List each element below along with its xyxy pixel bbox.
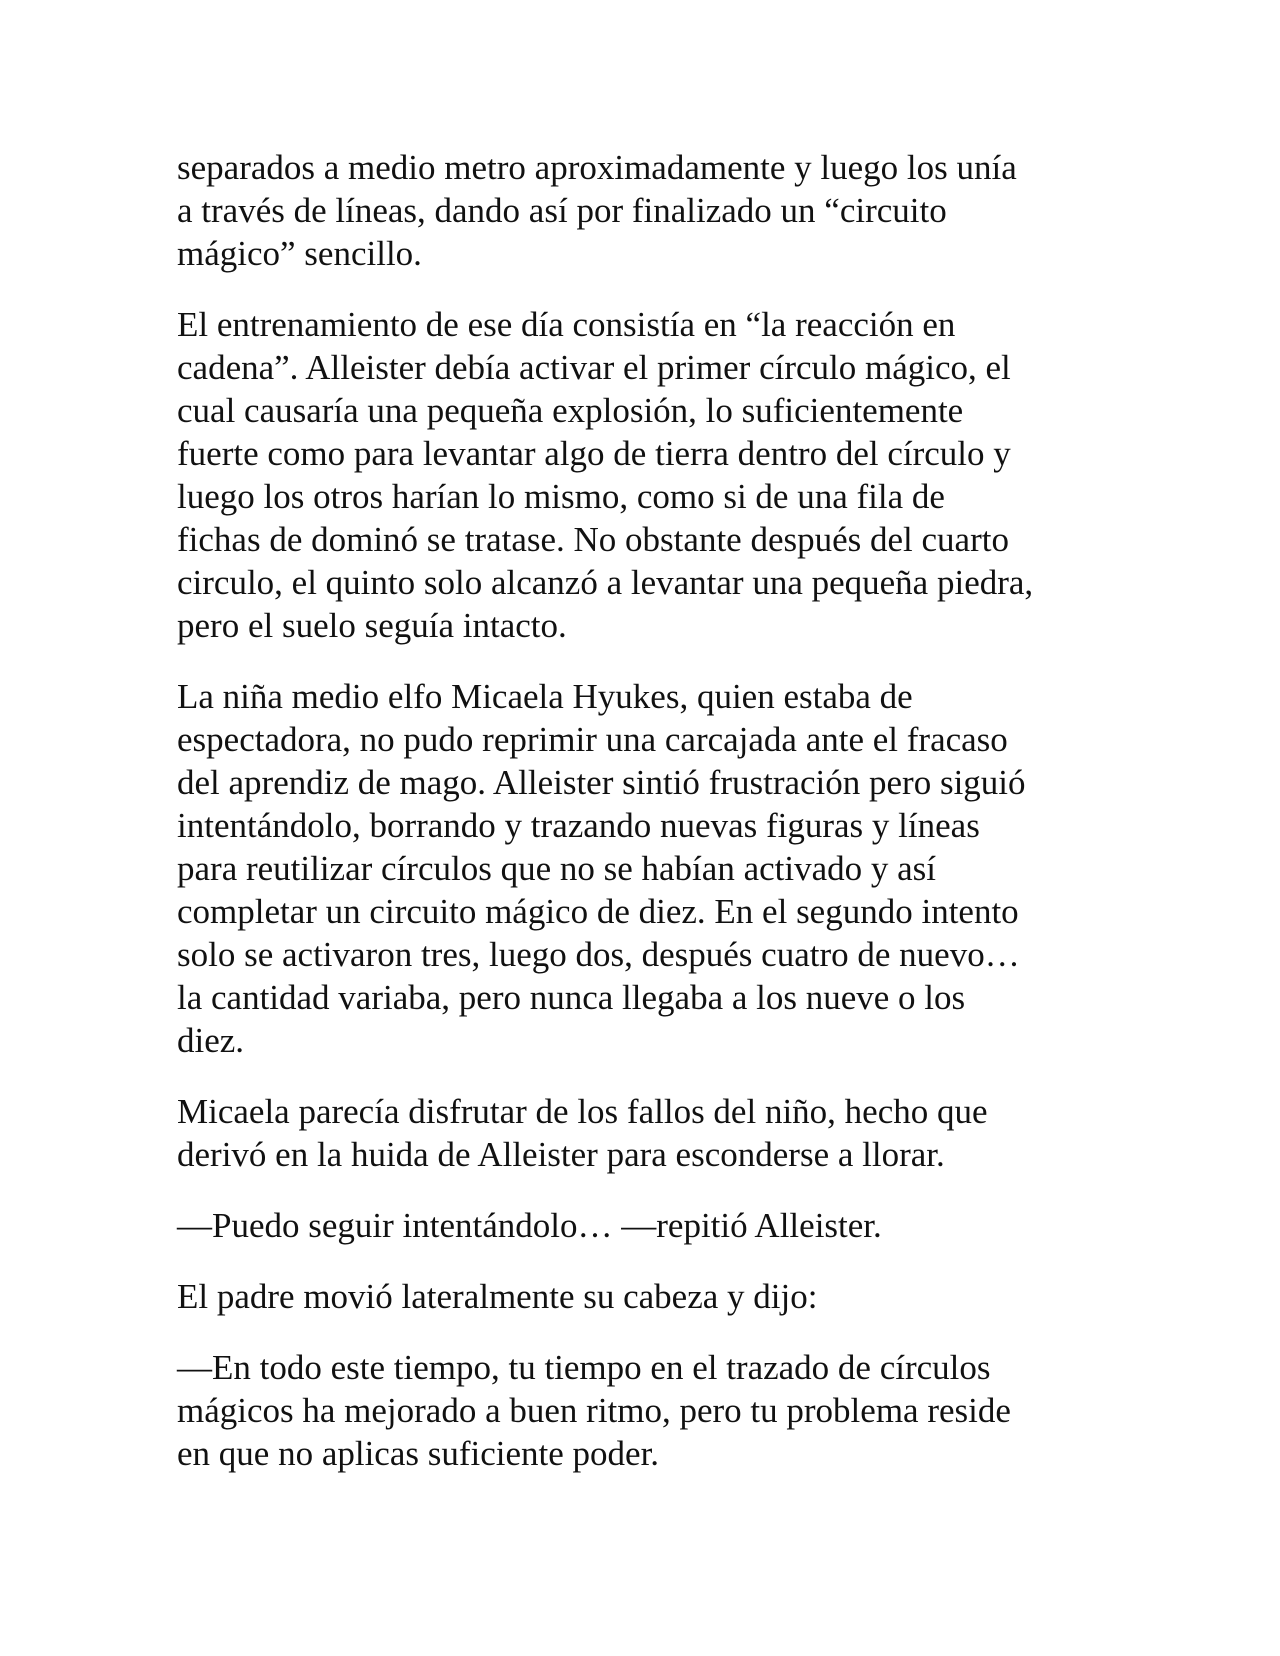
paragraph (177, 1090, 1117, 1176)
paragraph (177, 675, 1117, 1062)
body-text (177, 146, 1117, 1503)
paragraph (177, 1346, 1117, 1475)
paragraph (177, 146, 1117, 275)
text-line: en que no aplicas suficiente poder. (177, 1434, 660, 1473)
text-line: diez. (177, 1021, 245, 1060)
text-line: cadena”. Alleister debía activar el primer círculo mágico, el (177, 348, 1011, 387)
text-line: cual causaría una pequeña explosión, lo suficientemente (177, 391, 964, 430)
text-line: a través de líneas, dando así por finalizado un “circuito (177, 191, 947, 230)
text-line: —Puedo seguir intentándolo… —repitió Alleister. (177, 1206, 882, 1245)
text-line: —En todo este tiempo, tu tiempo en el trazado de círculos (177, 1348, 991, 1387)
text-line: completar un circuito mágico de diez. En el segundo intento (177, 892, 1019, 931)
text-line: separados a medio metro aproximadamente y luego los unía (177, 148, 1017, 187)
text-line: la cantidad variaba, pero nunca llegaba a los nueve o los (177, 978, 966, 1017)
text-line: espectadora, no pudo reprimir una carcajada ante el fracaso (177, 720, 1008, 759)
paragraph (177, 1275, 1117, 1318)
text-line: mágicos ha mejorado a buen ritmo, pero tu problema reside (177, 1391, 1011, 1430)
text-line: fuerte como para levantar algo de tierra dentro del círculo y (177, 434, 1011, 473)
paragraph (177, 303, 1117, 647)
text-line: luego los otros harían lo mismo, como si de una fila de (177, 477, 945, 516)
text-line: pero el suelo seguía intacto. (177, 606, 567, 645)
text-line: solo se activaron tres, luego dos, después cuatro de nuevo… (177, 935, 1020, 974)
text-line: circulo, el quinto solo alcanzó a levantar una pequeña piedra, (177, 563, 1034, 602)
text-line: derivó en la huida de Alleister para esconderse a llorar. (177, 1135, 945, 1174)
text-line: intentándolo, borrando y trazando nuevas figuras y líneas (177, 806, 980, 845)
text-line: del aprendiz de mago. Alleister sintió frustración pero siguió (177, 763, 1026, 802)
paragraph (177, 1204, 1117, 1247)
text-line: El padre movió lateralmente su cabeza y dijo: (177, 1277, 818, 1316)
text-line: mágico” sencillo. (177, 234, 422, 273)
text-line: fichas de dominó se tratase. No obstante después del cuarto (177, 520, 1009, 559)
text-line: Micaela parecía disfrutar de los fallos del niño, hecho que (177, 1092, 988, 1131)
text-line: El entrenamiento de ese día consistía en “la reacción en (177, 305, 956, 344)
text-line: La niña medio elfo Micaela Hyukes, quien estaba de (177, 677, 913, 716)
text-line: para reutilizar círculos que no se habían activado y así (177, 849, 936, 888)
